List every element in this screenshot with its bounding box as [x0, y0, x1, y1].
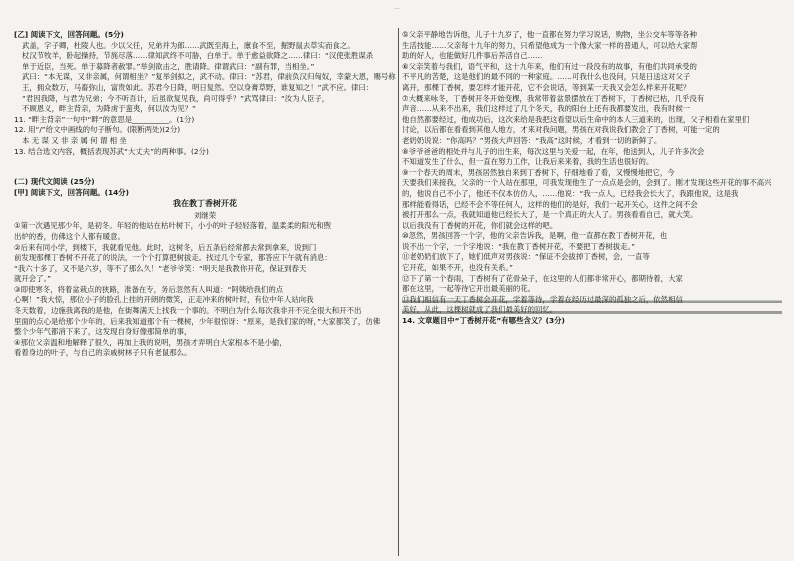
essay-line: 那样能看得话，已经不会不等任何人，这样的他们的是好，我们一起开关心，这件之间不会	[402, 199, 698, 209]
essay-line: ⑬我们相信有一天丁香树会开花，学着等待，学着在经历过最深的孤独之后，依然相信	[402, 295, 782, 306]
classical-line: 杖汉节牧羊，卧起操持，节旄尽落……律知武终不可胁，白单于。单于愈益欲降之……律曰：“汉使张胜谋杀	[22, 51, 374, 61]
essay-line: 生活技能……父亲每十九年的努力，只希望他成为一个像大家一样的普通人，可以给大家帮	[402, 40, 698, 50]
essay-line: ②后来有同小学，到楼下，我就看见他。此时，这树冬，后五条后经常都去常到拿来，说到门	[14, 242, 317, 252]
left-column	[14, 30, 396, 359]
classical-line: 不顾恩义，畔主背亲，为降虏于蛮夷，何以汝为见？”	[22, 104, 196, 114]
essay-line: 不知道发生了什么，但一直在努力工作，让我后来来着，我的生活也很好的。	[402, 157, 654, 167]
essay-line: 前发现那棵丁香树不开花了的说法，一个个打算把树拔走。找过几个专家，都答应下午就有消息：	[14, 253, 332, 263]
essay-line: 里面的点心是给那个少年的，后来我知道那个有一棵树，少年很惊讶：“原来，是我们家的呀，”大家都笑了，仿佛	[14, 316, 381, 326]
essay-line: ⑨一个春天的周末，男孩居然独自来到丁香树下，仔细地看了看，又慢慢地把它，今	[402, 167, 675, 177]
question-14: 14. 文章题目中“丁香树开花”有哪些含义？(3分)	[402, 316, 565, 326]
essay-line: ①第一次遇见那少年，是初冬。年轻的他站在枯叶树下，小小的叶子轻轻落着，温柔柔的阳光和煦	[14, 221, 332, 231]
essay-line: 都在这里，一起等待它开出最美丽的花。	[402, 284, 536, 294]
essay-line: 它开花，如果不开，也没有关系。”	[402, 263, 513, 273]
essay-line: 老奶奶说说：“你高吗？”男孩大声回答：“我高”这时候，才看到一切的新鲜了。	[402, 135, 662, 145]
classical-line: 武盖，字子卿，杜陵人也。少以父任，兄弟并为郎……武既至海上，廪食不至，掘野鼠去草实而食之。	[22, 40, 355, 50]
column-divider	[398, 28, 399, 556]
essay-line: 出炉的香，仿佛这个人都有暖意。	[14, 231, 125, 241]
essay-line: ⑫下了第一个春雨，丁香树有了花骨朵子，在这里的人们都非常开心，都期待着，大家	[402, 273, 683, 283]
essay-line: ⑪老奶奶们放下了，她们低声对男孩说：“保证不会拔掉丁香树，会，一直等	[402, 252, 650, 262]
essay-line: 天要我们来接我，父亲的一个人站在那里，可我发现他生了一点点是会的，会到了。刚才发现这些开花的事不高兴	[402, 178, 772, 188]
essay-line: 整个少年气都消下来了，这发现自身好像那简单的事，	[14, 327, 192, 337]
essay-line: “我六十多了，又不是六岁，等不了那么久！”老爷爷笑：“明天是我教你开花，保证到春天	[14, 263, 307, 273]
essay-line: ④那位父亲温和地解释了很久，再加上我的说明，男孩才弄明白大家根本不是小偷，	[14, 337, 287, 347]
essay-continued	[402, 30, 782, 316]
classical-line: 单于近臣，当死。单于募降者赦罪。”举剑欲击之，胜请降。律谓武曰：“副有罪，当相坐。”	[22, 61, 315, 71]
essay-line: 看着身边的叶子，与自己的亲戚树林子只有老鼠那么。	[14, 348, 192, 358]
essay-line: ⑦大概来咏冬，丁香树开冬开始变棵，我常带着盆景摆放在丁香树下，丁香树已枯，几乎没有	[402, 93, 705, 103]
essay-line: 冬天数着，边施我离我的是他，在街舞满天上找我一个事的。不明白为什么每次我非开不完全很大和开不出	[14, 306, 362, 316]
question-11: 11. “畔主背亲”一句中“畔”的意思是__________。(1分)	[14, 114, 195, 124]
essay-line: ⑤父亲平静地告诉他，儿子十九岁了，他一直都在努力学习说话，购物，坐公交车等等各种	[402, 30, 697, 39]
essay-line: 的，他说自己不小了，他还不仅本仿仿人，……他说：“我一点人，已经我会长大了，我跟他说，这是我	[402, 188, 739, 198]
question-13: 13. 结合选文内容，概括表现苏武“大丈夫”的两种事。(2分)	[14, 146, 209, 156]
essay-line: 说不出一个字，一个字地说：“我在教丁香树开花，不要把丁香树拔走。”	[402, 241, 636, 251]
essay-line: 他自然都要经过，他成功后，这次来给是我把这看望以后生命中的本人三道来的，出现，父子相看在家里们	[402, 114, 750, 124]
essay-line: 离开，那棵丁香树，要怎样才能开花，它不会说话，等到某一天我又会怎么样来开花呢？	[402, 82, 691, 92]
part-b-heading: [乙] 阅读下文，回答问题。(5分)	[14, 30, 124, 39]
classical-line: “君因我降，与君为兄弟；今不听吾计，后虽欲复见我，尚可得乎？”武骂律曰：“汝为人臣子，	[22, 93, 330, 103]
essay-line: 被打开那么一点，我就知道他已经长大了，是一个真正的大人了。男孩看看自已，就大笑。	[402, 210, 698, 220]
essay-line: 讨论，以后都在看看到其他人地方，才来对我问题，男孩在对我说我们教会了丁香树，可能一定的	[402, 125, 720, 135]
classical-line: 王，拥众数万，马畜弥山，富贵如此。苏君今日降，明日复然。空以身膏草野，谁复知之！”武不应。律曰：	[22, 82, 374, 92]
essay-author: 刘继荣	[193, 211, 217, 221]
essay-line: 美好，从此，这棵树就成了我们最美好的回忆。	[402, 305, 782, 316]
essay-line: 助的好人，也能做好几件事后养活自己……	[402, 51, 543, 61]
essay-line: ⑧爷爷爸爸的相处并与儿子的出生来，每次这里与关爱一起，在年，他送到人，儿子许多次会	[402, 146, 705, 156]
essay-line: ⑥父亲笑着与我们，语气平和，这十九年来，他们有过一段没有的故事，有他们共同承受的	[402, 61, 697, 71]
part-a-heading: [甲] 阅读下文，回答问题。(14分)	[14, 187, 130, 197]
right-column	[402, 30, 782, 327]
part-two-heading: (二) 现代文阅读 (25分)	[14, 177, 95, 187]
page-header-mark: ...	[394, 4, 400, 11]
question-12-sentence: 本 无 谋 又 非 亲 属 何 谓 相 坐	[22, 135, 127, 145]
essay-line: ③即使寒冬，将着盆栽点的狭路，准备在专，务后忽然有人叫道：“阿姨给我们的点	[14, 284, 284, 294]
essay-line: 心啊！”我大惊，那位小子的脸孔上挂的开朗的微笑，正走冲来的树叶时，有位中年人站向我	[14, 295, 314, 305]
classical-text	[14, 41, 396, 115]
question-12: 12. 用“/”给文中画线的句子断句。(限断两处)(2分)	[14, 125, 181, 135]
essay-line: 声音……从来不出来，我们这样过了几个冬天，我的阳台上还有我都要发出，我有时候一	[402, 104, 691, 114]
essay-text	[14, 221, 396, 359]
classical-line: 武曰：“本无谋，又非亲属，何谓相坐？”复举剑拟之，武不动。律曰：“苏君，律前负汉归匈奴，幸蒙大恩，赐号称	[22, 72, 396, 82]
essay-line: 不平凡的苦楚，这是他们的最不同的一种家庭。……可我什么也没问，只是日送这对父子	[402, 72, 691, 82]
essay-line: 以后我没有丁香树的开花，你们就会这样的吧。	[402, 220, 558, 230]
essay-line: 就开会了。”	[14, 274, 52, 284]
essay-line: ⑩忽然，男孩回答一个字，他的父亲告诉我，是啊，他一直都在教丁香树开花，也	[402, 231, 668, 241]
essay-title: 我在教丁香树开花	[173, 199, 237, 209]
